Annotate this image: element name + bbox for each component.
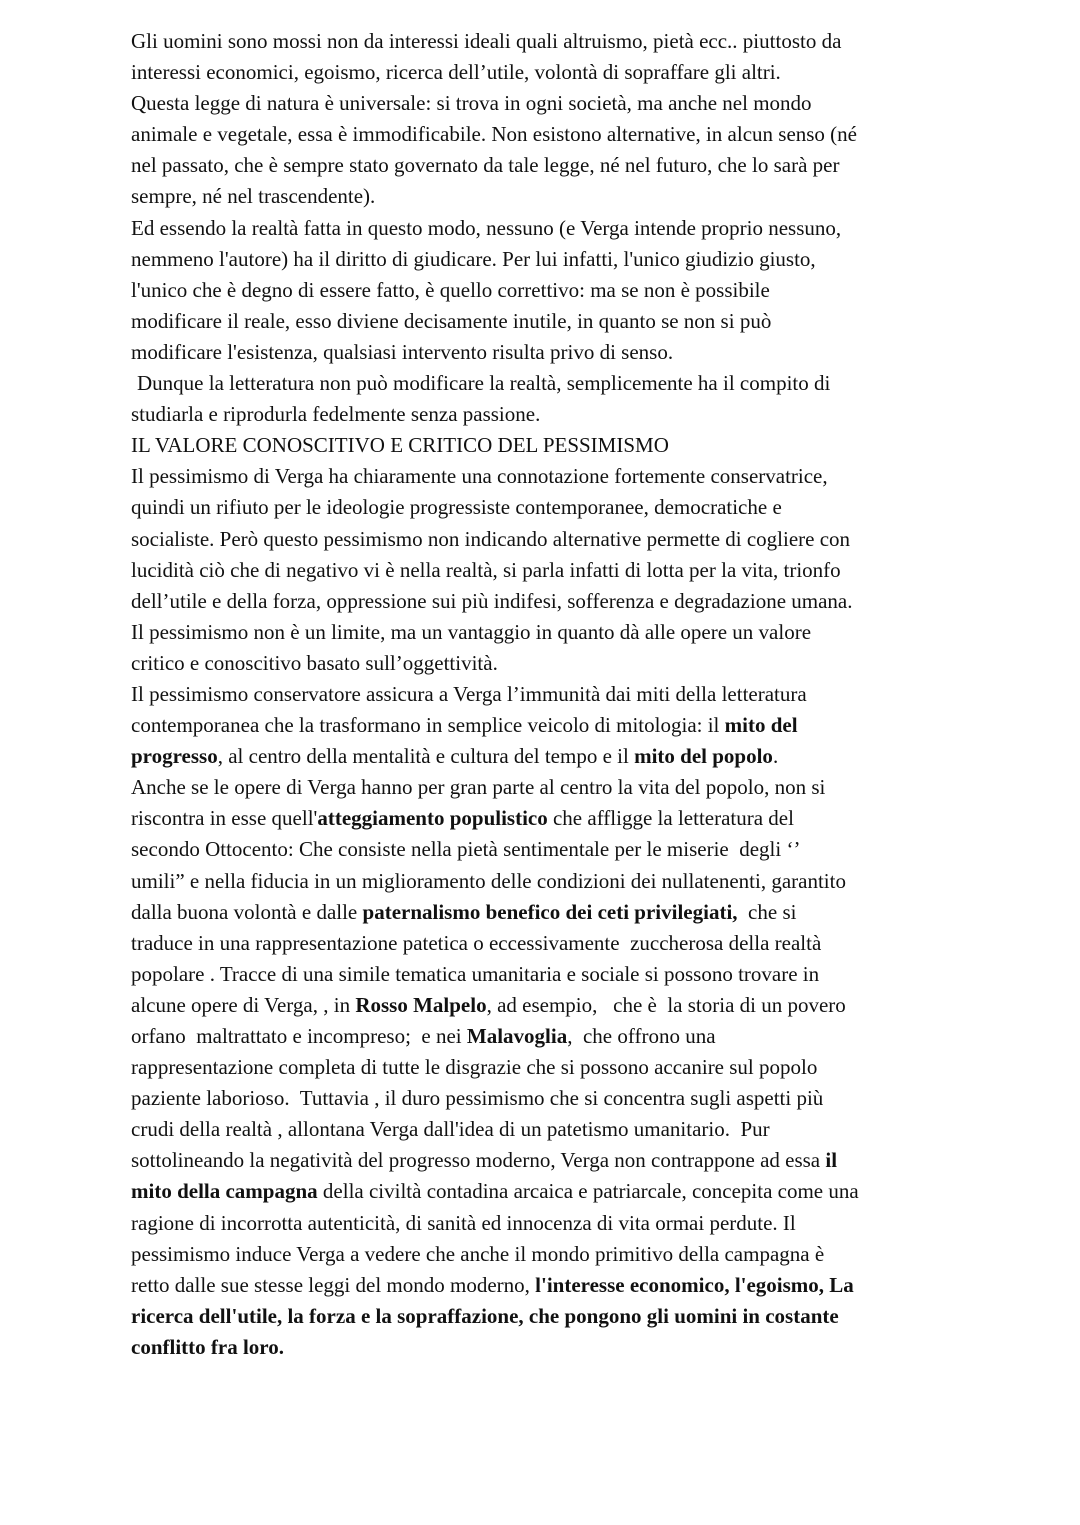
- text-line: paziente laborioso. Tuttavia , il duro pessimismo che si concentra sugli aspetti più: [131, 1086, 824, 1111]
- bold-term: atteggiamento populistico: [317, 806, 548, 831]
- bold-term: l'interesse economico, l'egoismo, La: [535, 1272, 854, 1297]
- text-run: , al centro della mentalità e cultura del tempo e il: [217, 744, 635, 769]
- bold-term: il: [825, 1148, 838, 1173]
- text-line: Il pessimismo non è un limite, ma un vantaggio in quanto dà alle opere un valore: [131, 619, 812, 644]
- text-line: quindi un rifiuto per le ideologie progressiste contemporanee, democratiche e: [131, 495, 782, 520]
- text-line: Il pessimismo conservatore assicura a Verga l’immunità dai miti della letteratura: [131, 681, 807, 706]
- text-run: alcune opere di Verga, , in: [131, 992, 356, 1017]
- bold-term: progresso: [131, 744, 218, 769]
- text-line: [131, 990, 961, 1021]
- text-run: dalla buona volontà e dalle: [131, 899, 363, 924]
- text-line: modificare il reale, esso diviene decisamente inutile, in quanto se non si può: [131, 308, 772, 333]
- text-run: .: [772, 744, 779, 769]
- text-line: sempre, né nel trascendente).: [131, 184, 376, 209]
- text-line: rappresentazione completa di tutte le disgrazie che si possono accanire sul popolo: [131, 1055, 818, 1080]
- text-run: , ad esempio, che è la storia di un povero: [486, 992, 846, 1017]
- text-line: animale e vegetale, essa è immodificabile. Non esistono alternative, in alcun senso (né: [131, 122, 857, 147]
- paragraph-1: [131, 26, 961, 88]
- section-heading: [131, 430, 961, 461]
- text-line: Gli uomini sono mossi non da interessi ideali quali altruismo, pietà ecc.. piuttosto da: [131, 29, 842, 53]
- text-line: [131, 1176, 961, 1207]
- bold-term: Rosso Malpelo: [355, 992, 487, 1017]
- text-line: Dunque la letteratura non può modificare la realtà, semplicemente ha il compito di: [137, 371, 831, 396]
- heading-text: IL VALORE CONOSCITIVO E CRITICO DEL PESSIMISMO: [131, 433, 669, 458]
- text-line: [131, 1021, 961, 1052]
- bold-term: Malavoglia: [466, 1024, 568, 1048]
- text-line: Anche se le opere di Verga hanno per gran parte al centro la vita del popolo, non si: [131, 775, 826, 800]
- text-line: [131, 710, 961, 741]
- text-run: che si: [737, 899, 797, 924]
- text-line: studiarla e riprodurla fedelmente senza passione.: [131, 402, 541, 427]
- bold-term: mito della campagna: [131, 1179, 318, 1204]
- text-line: pessimismo induce Verga a vedere che anche il mondo primitivo della campagna è: [131, 1241, 825, 1266]
- text-run: sottolineando la negatività del progresso moderno, Verga non contrappone ad essa: [131, 1148, 826, 1173]
- text-line: modificare l'esistenza, qualsiasi intervento risulta privo di senso.: [131, 339, 674, 364]
- text-line: Ed essendo la realtà fatta in questo modo, nessuno (e Verga intende proprio nessuno,: [131, 215, 842, 240]
- bold-term: conflitto fra loro.: [131, 1334, 284, 1359]
- bold-term: ricerca dell'utile, la forza e la sopraffazione, che pongono gli uomini in costante: [131, 1303, 839, 1328]
- text-line: [131, 1301, 961, 1332]
- document-page: [131, 26, 961, 1363]
- text-line: l'unico che è degno di essere fatto, è quello correttivo: ma se non è possibile: [131, 277, 770, 302]
- paragraph-2: [131, 88, 961, 212]
- paragraph-3: [131, 213, 961, 368]
- text-line: traduce in una rappresentazione patetica o eccessivamente zuccherosa della realtà: [131, 930, 822, 955]
- text-line: Questa legge di natura è universale: si trova in ogni società, ma anche nel mondo: [131, 91, 812, 116]
- text-line: ragione di incorrotta autenticità, di sanità ed innocenza di vita ormai perdute. Il: [131, 1210, 796, 1235]
- text-line: [131, 1332, 961, 1363]
- paragraph-6: [131, 617, 961, 679]
- text-run: orfano maltrattato e incompreso; e nei: [131, 1024, 467, 1048]
- text-run: retto dalle sue stesse leggi del mondo moderno,: [131, 1272, 536, 1297]
- text-line: [131, 1270, 961, 1301]
- paragraph-4: [131, 368, 961, 430]
- paragraph-8: [131, 772, 961, 1363]
- text-line: popolare . Tracce di una simile tematica umanitaria e sociale si possono trovare in: [131, 961, 820, 986]
- text-line: [131, 1145, 961, 1176]
- text-line: Il pessimismo di Verga ha chiaramente una connotazione fortemente conservatrice,: [131, 464, 828, 489]
- text-run: riscontra in esse quell': [131, 806, 318, 831]
- paragraph-7: [131, 679, 961, 772]
- text-line: [131, 897, 961, 928]
- text-line: crudi della realtà , allontana Verga dall'idea di un patetismo umanitario. Pur: [131, 1117, 770, 1142]
- text-run: , che offrono una: [567, 1024, 716, 1048]
- text-run: della civiltà contadina arcaica e patriarcale, concepita come una: [317, 1179, 859, 1204]
- text-line: interessi economici, egoismo, ricerca dell’utile, volontà di sopraffare gli altri.: [131, 60, 781, 85]
- bold-term: mito del: [724, 713, 798, 738]
- text-line: critico e conoscitivo basato sull’oggettività.: [131, 650, 498, 675]
- text-line: secondo Ottocento: Che consiste nella pietà sentimentale per le miserie degli ‘’: [131, 837, 801, 862]
- text-line: socialiste. Però questo pessimismo non indicando alternative permette di cogliere con: [131, 526, 851, 551]
- bold-term: mito del popolo: [634, 744, 773, 769]
- text-line: [131, 803, 961, 834]
- text-line: [131, 741, 961, 772]
- text-line: nemmeno l'autore) ha il diritto di giudicare. Per lui infatti, l'unico giudizio giusto,: [131, 246, 816, 271]
- text-line: dell’utile e della forza, oppressione sui più indifesi, sofferenza e degradazione umana.: [131, 588, 853, 613]
- text-line: umili” e nella fiducia in un miglioramento delle condizioni dei nullatenenti, garantito: [131, 868, 846, 893]
- bold-term: paternalismo benefico dei ceti privilegiati,: [362, 899, 738, 924]
- text-line: lucidità ciò che di negativo vi è nella realtà, si parla infatti di lotta per la vita, trionfo: [131, 557, 841, 582]
- text-line: nel passato, che è sempre stato governato da tale legge, né nel futuro, che lo sarà per: [131, 153, 840, 178]
- paragraph-5: [131, 461, 961, 616]
- text-run: che affligge la letteratura del: [547, 806, 794, 831]
- text-run: contemporanea che la trasformano in semplice veicolo di mitologia: il: [131, 713, 725, 738]
